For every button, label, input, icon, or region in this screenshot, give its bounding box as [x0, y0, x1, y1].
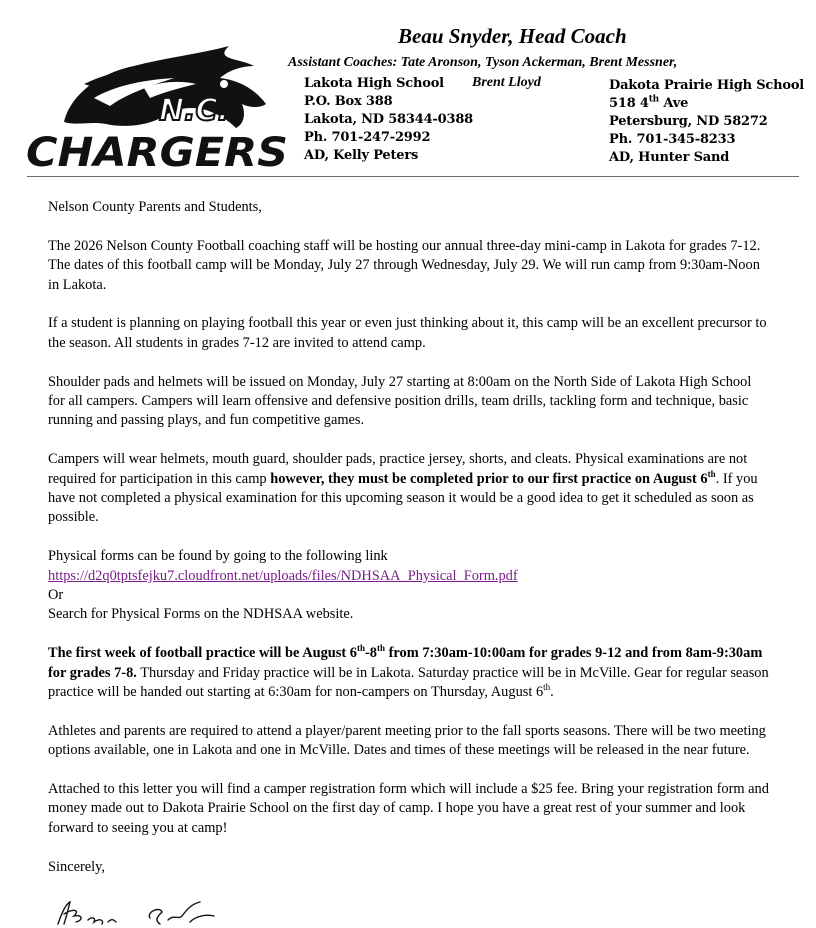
- paragraph-equipment: Shoulder pads and helmets will be issued on Monday, July 27 starting at 8:00am on the North Side of Lakota High School for all campers. Campers will learn offensive and defensive position drills, team drills, tackling form and technique, basic running and passing plays, and fun competitive games.: [48, 373, 752, 429]
- dakota-school-name: Dakota Prairie High School: [609, 78, 805, 93]
- paragraph-registration: Attached to this letter you will find a camper registration form which will include a $25 fee. Bring your registration form and money made out to Dakota Prairie School on the first day of camp. I hope you have a great rest of your summer and look forward to seeing you at camp!: [48, 781, 769, 836]
- dakota-phone: Ph. 701-345-8233: [609, 132, 736, 147]
- dakota-ad: AD, Hunter Sand: [609, 150, 730, 165]
- lakota-phone: Ph. 701-247-2992: [304, 130, 431, 145]
- assistant-coaches-line1: Assistant Coaches: Tate Aronson, Tyson Ackerman, Brent Messner,: [288, 55, 678, 70]
- letter-greeting: Nelson County Parents and Students,: [48, 199, 262, 215]
- lakota-ad: AD, Kelly Peters: [304, 148, 419, 163]
- paragraph-invitation: If a student is planning on playing football this year or even just thinking about it, this camp will be an excellent precursor to the season. All students in grades 7-12 are invited to attend camp.: [48, 315, 767, 351]
- paragraph-first-practice: The first week of football practice will be August 6th-8th from 7:30am-10:00am for grades 9-12 and from 8am-9:30am for grades 7-8. Thursday and Friday practice will be in Lakota. Saturday practice will be in McVille. Gear for regular season practice will be handed out starting at 6:30am for non-campers on Thursday, August 6th.: [48, 643, 769, 701]
- letter-closing: Sincerely,: [48, 858, 106, 875]
- letter-body: [48, 198, 770, 896]
- chargers-logo: [24, 44, 294, 174]
- logo-chargers-text: CHARGERS: [26, 130, 288, 174]
- dakota-address: 518 4th Ave: [609, 94, 689, 111]
- dakota-contact-block: [609, 77, 804, 167]
- head-coach-title: Beau Snyder, Head Coach: [398, 24, 627, 48]
- lakota-school-name: Lakota High School: [304, 76, 444, 91]
- lakota-contact-block: [304, 75, 473, 165]
- lakota-city: Lakota, ND 58344-0388: [304, 112, 474, 127]
- assistant-coaches-line2: Brent Lloyd: [472, 75, 541, 90]
- paragraph-physical-forms: Physical forms can be found by going to the following link https://d2q0tptsfejku7.cloudfront.net/uploads/files/NDHSAA_Physical_Form.pdf Or Search for Physical Forms on the NDHSAA website.: [48, 548, 518, 623]
- paragraph-parent-meeting: Athletes and parents are required to attend a player/parent meeting prior to the fall sports seasons. There will be two meeting options available, one in Lakota and one in McVille. Dates and times of these meetings will be released in the near future.: [48, 722, 766, 759]
- physical-form-link[interactable]: https://d2q0tptsfejku7.cloudfront.net/uploads/files/NDHSAA_Physical_Form.pdf: [48, 567, 518, 584]
- paragraph-physicals: Campers will wear helmets, mouth guard, shoulder pads, practice jersey, shorts, and cleats. Physical examinations are not required for participation in this camp however, they must be completed prior to our first practice on August 6th. If you have not completed a physical examination for this upcoming season it would be a good idea to get it scheduled as soon as possible.: [48, 451, 758, 526]
- header-divider: [27, 176, 799, 177]
- paragraph-camp-dates: The 2026 Nelson County Football coaching staff will be hosting our annual three-day mini-camp in Lakota for grades 7-12. The dates of this football camp will be Monday, July 27 through Wednesday, July 29. We will run camp from 9:30am-Noon in Lakota.: [48, 237, 761, 293]
- logo-nc-text: N.C.: [159, 93, 229, 128]
- dakota-city: Petersburg, ND 58272: [609, 114, 768, 129]
- lakota-po-box: P.O. Box 388: [304, 94, 393, 109]
